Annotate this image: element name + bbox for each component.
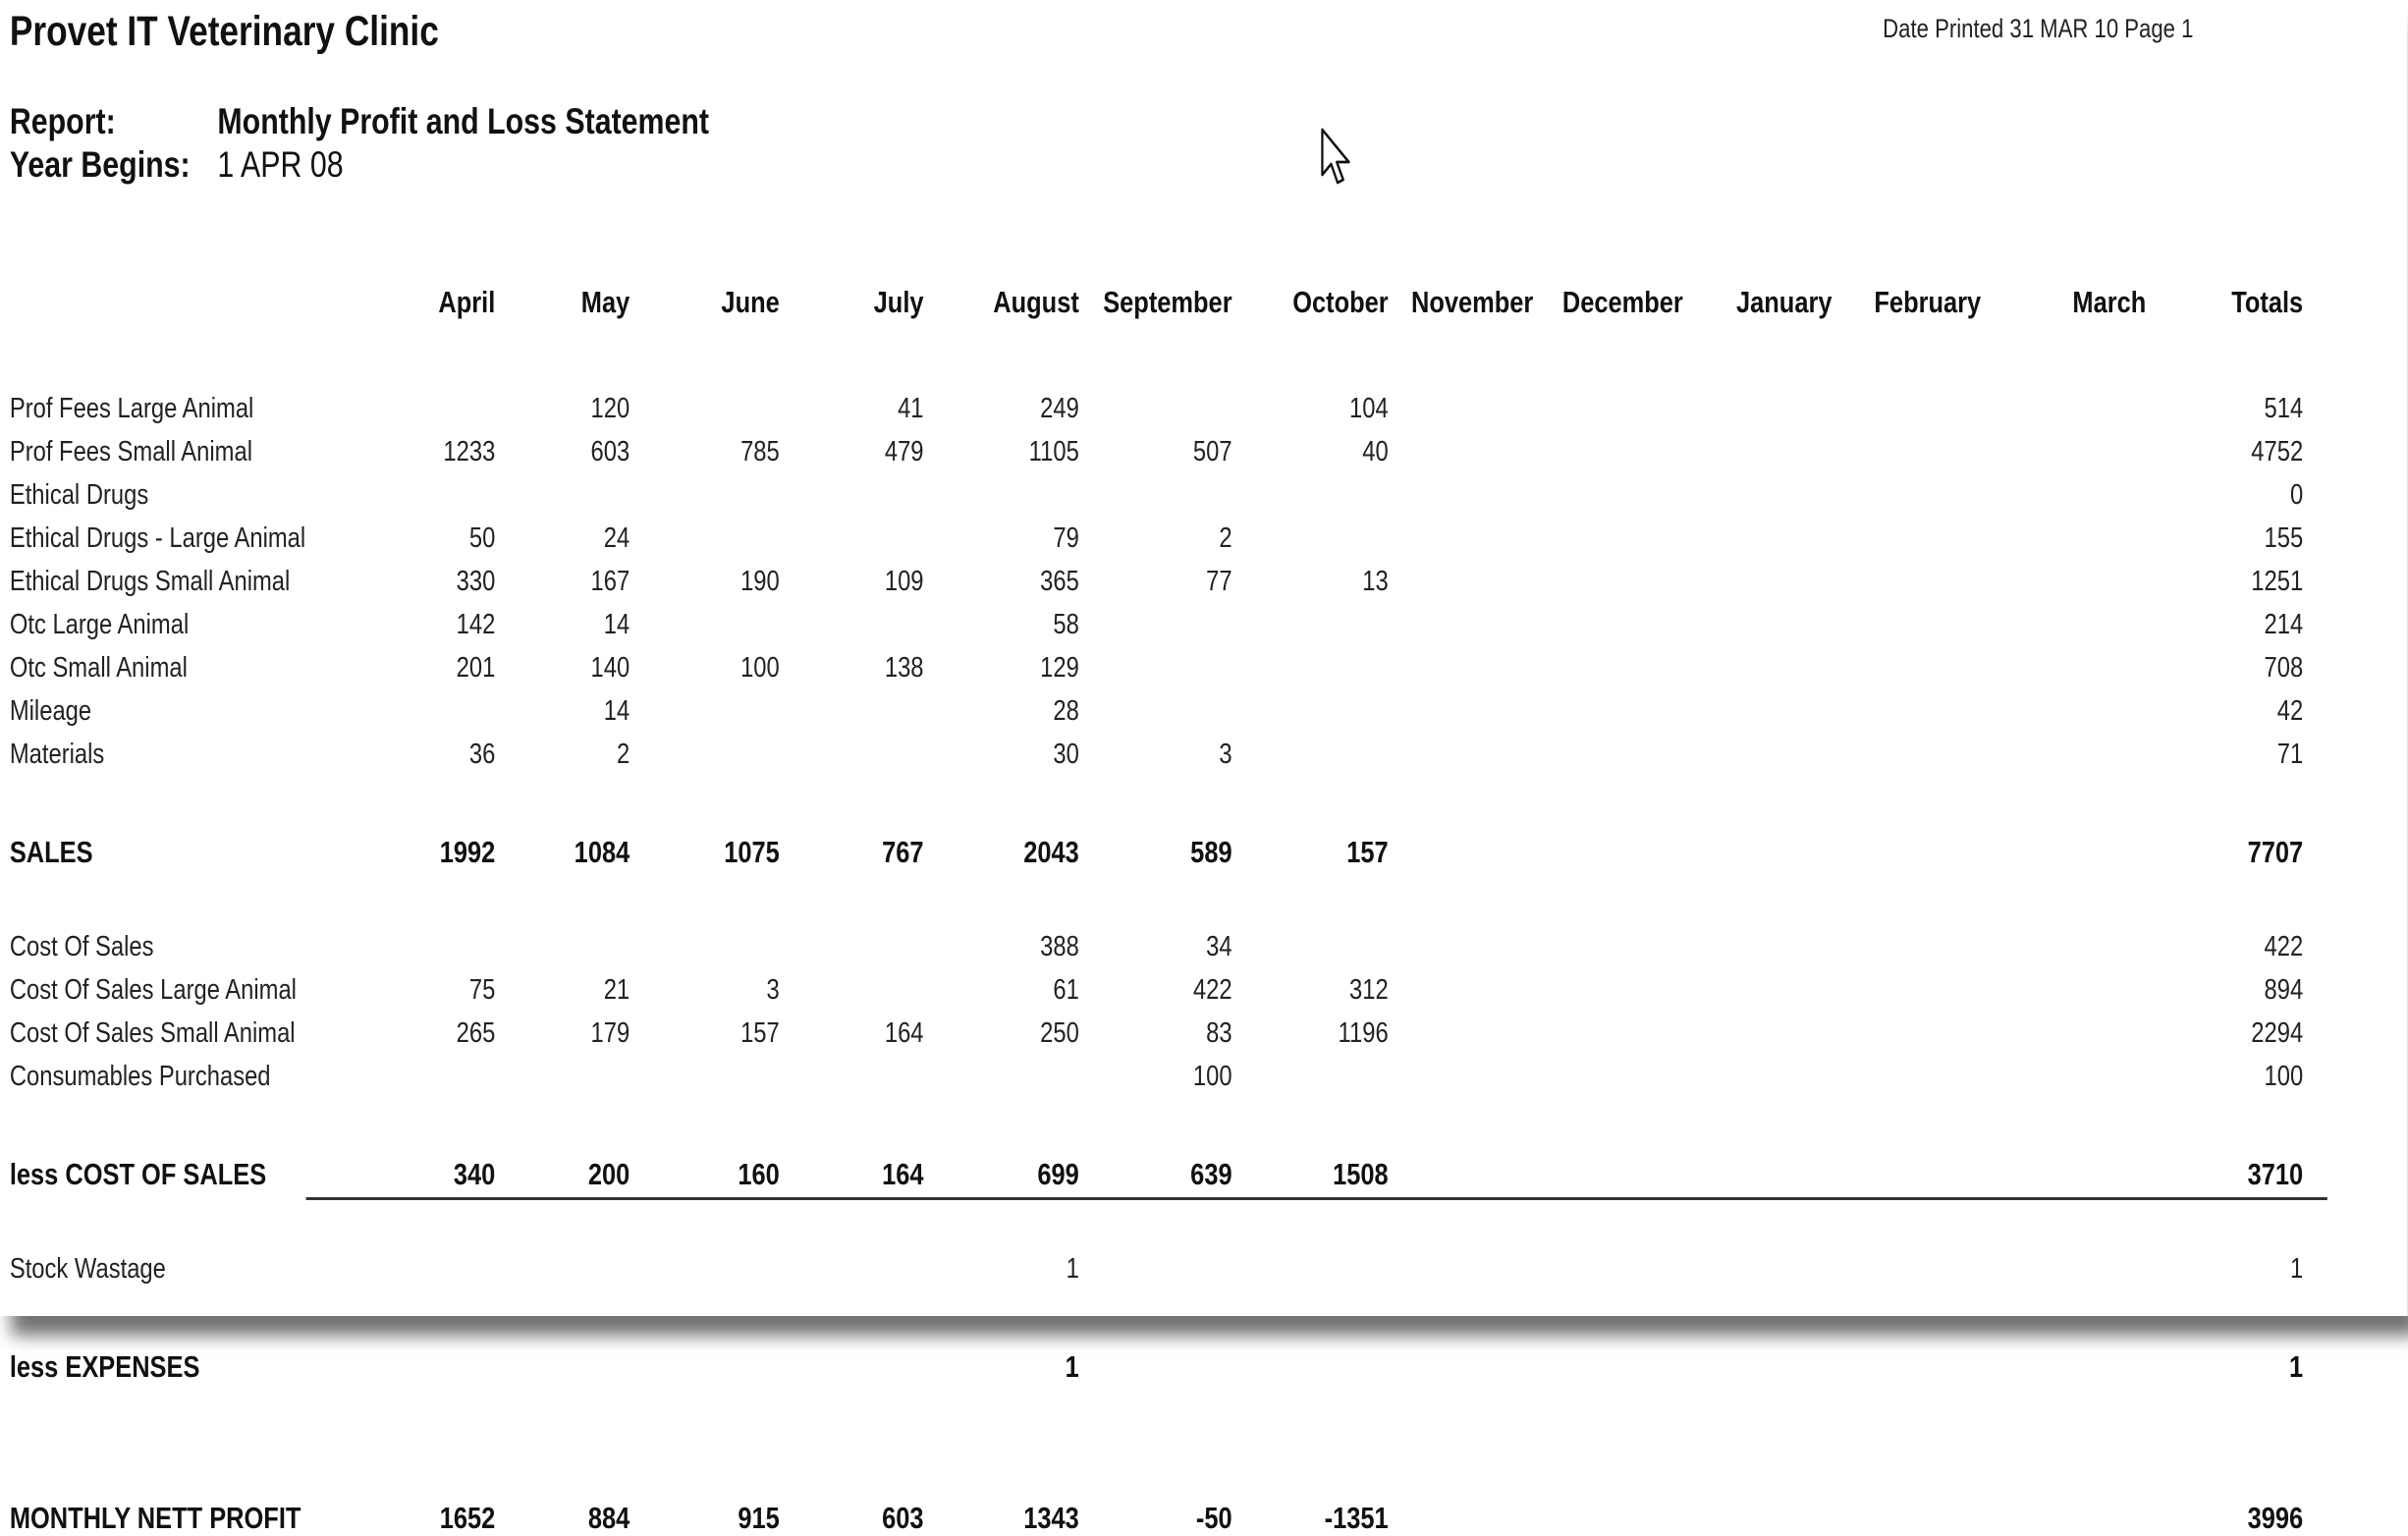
table-cell: 79 xyxy=(1053,522,1079,554)
table-cell: 639 xyxy=(1190,1157,1232,1191)
column-header-february: February xyxy=(1874,285,1982,319)
table-cell: 1084 xyxy=(574,835,630,869)
column-header-may: May xyxy=(580,285,630,319)
column-header-september: September xyxy=(1103,285,1232,319)
table-cell: -1351 xyxy=(1324,1501,1389,1535)
table-cell: 3710 xyxy=(2247,1157,2304,1191)
table-cell: 708 xyxy=(2264,652,2304,684)
table-cell: 190 xyxy=(740,566,780,597)
row-label: Ethical Drugs xyxy=(9,479,149,511)
table-cell: 312 xyxy=(1348,974,1389,1006)
row-label: Ethical Drugs Small Animal xyxy=(9,566,291,597)
table-cell: 0 xyxy=(2289,479,2304,511)
table-cell: 514 xyxy=(2264,393,2304,424)
table-cell: 21 xyxy=(603,974,630,1006)
table-cell: 7707 xyxy=(2247,835,2304,869)
row-label: Prof Fees Large Animal xyxy=(9,393,254,424)
table-cell: 1508 xyxy=(1333,1157,1389,1191)
row-label: less COST OF SALES xyxy=(9,1157,267,1191)
column-header-august: August xyxy=(993,285,1079,319)
row-label: Consumables Purchased xyxy=(9,1061,271,1092)
table-cell: 767 xyxy=(882,835,924,869)
row-label: MONTHLY NETT PROFIT xyxy=(9,1501,301,1535)
table-cell: 155 xyxy=(2264,522,2304,554)
mouse-pointer-icon xyxy=(1321,128,1353,191)
table-cell: 1343 xyxy=(1023,1501,1079,1535)
row-label: SALES xyxy=(9,835,93,869)
table-cell: 884 xyxy=(587,1501,630,1535)
table-cell: 422 xyxy=(1192,974,1232,1006)
row-label: Otc Large Animal xyxy=(9,609,190,640)
total-rule xyxy=(306,1197,2327,1200)
table-cell: 140 xyxy=(590,652,630,684)
column-header-november: November xyxy=(1410,285,1534,319)
row-label: less EXPENSES xyxy=(9,1349,200,1384)
column-header-january: January xyxy=(1735,285,1833,319)
column-header-july: July xyxy=(873,285,924,319)
row-label: Cost Of Sales xyxy=(9,931,154,962)
table-cell: 422 xyxy=(2264,931,2304,962)
table-cell: 200 xyxy=(587,1157,630,1191)
table-cell: 1652 xyxy=(439,1501,496,1535)
row-label: Otc Small Animal xyxy=(9,652,188,684)
table-cell: 71 xyxy=(2276,739,2304,770)
report-title: Monthly Profit and Loss Statement xyxy=(217,101,710,141)
table-cell: 330 xyxy=(456,566,496,597)
table-cell: -50 xyxy=(1195,1501,1232,1535)
table-cell: 1233 xyxy=(443,436,496,467)
table-cell: 1992 xyxy=(439,835,496,869)
table-cell: 1075 xyxy=(724,835,780,869)
table-cell: 1 xyxy=(2289,1349,2304,1384)
row-label: Materials xyxy=(9,739,105,770)
year-begins-label: Year Begins: xyxy=(9,144,191,185)
table-cell: 365 xyxy=(1040,566,1079,597)
table-cell: 3 xyxy=(1219,739,1232,770)
table-cell: 1105 xyxy=(1028,436,1079,467)
column-header-march: March xyxy=(2072,285,2147,319)
table-cell: 179 xyxy=(590,1017,630,1049)
table-cell: 1 xyxy=(1066,1253,1079,1285)
column-header-totals: Totals xyxy=(2231,285,2304,319)
table-cell: 129 xyxy=(1040,652,1079,684)
table-cell: 75 xyxy=(468,974,496,1006)
table-cell: 249 xyxy=(1040,393,1079,424)
table-cell: 77 xyxy=(1206,566,1232,597)
column-header-october: October xyxy=(1292,285,1389,319)
column-header-april: April xyxy=(438,285,496,319)
table-cell: 50 xyxy=(468,522,496,554)
table-cell: 340 xyxy=(453,1157,496,1191)
report-label: Report: xyxy=(9,101,116,141)
table-cell: 3996 xyxy=(2247,1501,2304,1535)
row-label: Cost Of Sales Large Animal xyxy=(9,974,297,1006)
table-cell: 589 xyxy=(1190,835,1232,869)
row-label: Stock Wastage xyxy=(9,1253,166,1285)
table-cell: 14 xyxy=(603,695,630,727)
table-cell: 13 xyxy=(1362,566,1389,597)
table-cell: 1251 xyxy=(2251,566,2304,597)
table-cell: 100 xyxy=(2264,1061,2304,1092)
table-cell: 4752 xyxy=(2251,436,2304,467)
table-cell: 24 xyxy=(603,522,630,554)
table-cell: 40 xyxy=(1362,436,1389,467)
table-cell: 479 xyxy=(884,436,924,467)
row-label: Ethical Drugs - Large Animal xyxy=(9,522,306,554)
table-cell: 138 xyxy=(884,652,924,684)
table-cell: 109 xyxy=(884,566,924,597)
table-cell: 34 xyxy=(1206,931,1232,962)
table-cell: 30 xyxy=(1053,739,1079,770)
table-cell: 603 xyxy=(882,1501,924,1535)
table-cell: 104 xyxy=(1348,393,1389,424)
table-cell: 250 xyxy=(1040,1017,1079,1049)
table-cell: 388 xyxy=(1040,931,1079,962)
row-label: Mileage xyxy=(9,695,92,727)
table-cell: 120 xyxy=(590,393,630,424)
table-cell: 915 xyxy=(738,1501,780,1535)
table-cell: 157 xyxy=(740,1017,780,1049)
year-begins-value: 1 APR 08 xyxy=(217,144,344,185)
table-cell: 142 xyxy=(456,609,496,640)
table-cell: 83 xyxy=(1206,1017,1232,1049)
table-cell: 2294 xyxy=(2251,1017,2304,1049)
table-cell: 201 xyxy=(456,652,496,684)
table-cell: 36 xyxy=(468,739,496,770)
table-cell: 164 xyxy=(882,1157,924,1191)
table-cell: 507 xyxy=(1192,436,1232,467)
table-cell: 2 xyxy=(617,739,630,770)
table-cell: 61 xyxy=(1053,974,1079,1006)
table-cell: 100 xyxy=(740,652,780,684)
table-cell: 3 xyxy=(766,974,780,1006)
table-cell: 28 xyxy=(1053,695,1079,727)
table-cell: 160 xyxy=(738,1157,780,1191)
row-label: Prof Fees Small Animal xyxy=(9,436,252,467)
table-cell: 1196 xyxy=(1338,1017,1389,1049)
table-cell: 603 xyxy=(590,436,630,467)
table-cell: 214 xyxy=(2264,609,2304,640)
table-cell: 699 xyxy=(1037,1157,1079,1191)
column-header-december: December xyxy=(1561,285,1683,319)
table-cell: 1 xyxy=(2289,1253,2304,1285)
row-label: Cost Of Sales Small Animal xyxy=(9,1017,296,1049)
table-cell: 1 xyxy=(1065,1349,1079,1384)
table-cell: 164 xyxy=(884,1017,924,1049)
column-header-june: June xyxy=(721,285,780,319)
table-cell: 157 xyxy=(1346,835,1389,869)
table-cell: 894 xyxy=(2264,974,2304,1006)
table-cell: 58 xyxy=(1053,609,1079,640)
table-cell: 2 xyxy=(1219,522,1232,554)
table-cell: 265 xyxy=(456,1017,496,1049)
table-cell: 2043 xyxy=(1023,835,1079,869)
clinic-name: Provet IT Veterinary Clinic xyxy=(9,8,439,55)
table-cell: 41 xyxy=(898,393,924,424)
table-cell: 14 xyxy=(603,609,630,640)
table-cell: 785 xyxy=(740,436,780,467)
table-cell: 167 xyxy=(590,566,630,597)
table-cell: 100 xyxy=(1192,1061,1232,1092)
date-printed: Date Printed 31 MAR 10 Page 1 xyxy=(1883,14,2194,43)
table-cell: 42 xyxy=(2276,695,2304,727)
